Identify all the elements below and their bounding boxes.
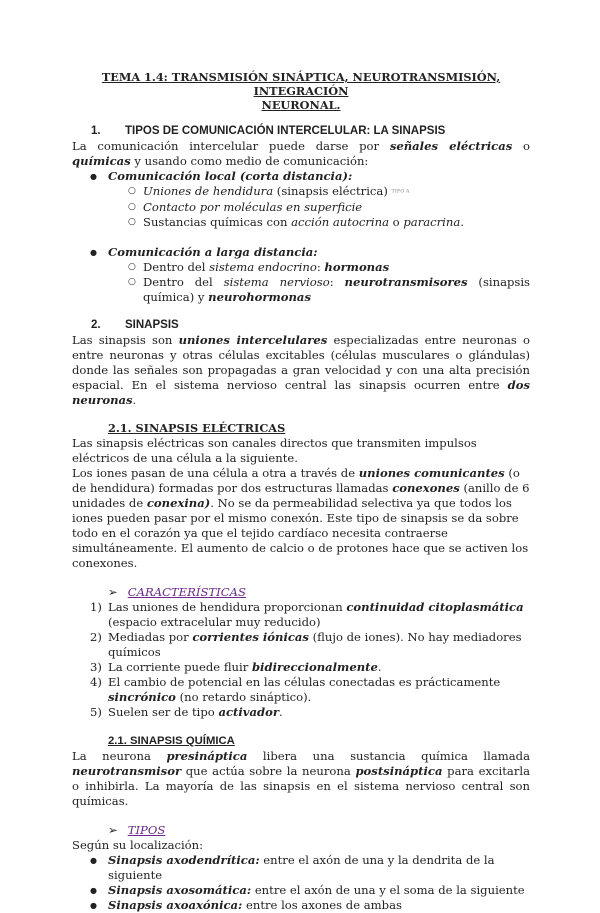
arrow-bullet-icon: ➢ [108,584,118,599]
section-2-2-heading: 2.1. SINAPSIS QUÍMICA [108,734,235,747]
electrical-synapse-paragraph: Los iones pasan de una célula a otra a través de uniones comunicantes (o de hendidura) formadas por dos estructuras llamadas conexones (anillo de 6 unidades de conexina). No se da permeabilidad selectiva ya que todos los iones pueden pasar por el mismo conexón. Este tipo de sinapsis se da sobre todo en el corazón ya que el tejido cardíaco necesita contraerse simultáneamente. El aumento de calcio o de protones hace que se activen los conexones. [72,465,530,570]
list-item: ○ Dentro del sistema endocrino: hormonas [72,260,530,275]
list-item: ● Sinapsis axodendrítica: entre el axón de una y la dendrita de la siguiente [72,853,530,883]
list-item: ● Sinapsis axosomática: entre el axón de una y el soma de la siguiente [72,883,530,898]
list-item: ● Comunicación local (corta distancia): ○ Uniones de hendidura (sinapsis eléctrica) TIPO A ○ Contacto por moléculas en superficie ○ Sustancias químicas con acción autocrina o paracrina. [72,169,530,230]
section-1-heading: 1. TIPOS DE COMUNICACIÓN INTERCELULAR: LA SINAPSIS [91,125,446,137]
characteristics-list [72,600,530,720]
section-1-intro: La comunicación intercelular puede darse por señales eléctricas o químicas y usando como medio de comunicación: [72,139,530,168]
section-2-heading: 2. SINAPSIS [91,318,179,331]
list-item: ● Comunicación a larga distancia: ○ Dentro del sistema endocrino: hormonas ○ Dentro del sistema nervioso: neurotransmisores (sinapsis química) y neurohormonas [72,245,530,305]
list-item: 4) El cambio de potencial en las células conectadas es prácticamente sincrónico (no retardo sináptico). [90,674,501,704]
list-item: ○ Sustancias químicas con acción autocrina o paracrina. [72,215,530,230]
list-item: ○ Contacto por moléculas en superficie [72,200,530,215]
section-2-paragraph: Las sinapsis son uniones intercelulares especializadas entre neuronas o entre neuronas y otras células excitables (células musculares o glándulas) donde las señales son propagadas a gran velocidad y con una alta precisión espacial. En el sistema nervioso central las sinapsis ocurren entre dos neuronas. [72,332,530,407]
section-2-1-heading: 2.1. SINAPSIS ELÉCTRICAS [108,420,286,435]
electrical-synapse-intro: Las sinapsis eléctricas son canales directos que transmiten impulsos eléctricos de una célula a la siguiente. [72,435,477,465]
arrow-bullet-icon: ➢ [108,822,118,837]
list-item: ○ Dentro del sistema nervioso: neurotransmisores (sinapsis química) y neurohormonas [72,275,530,305]
list-item: ○ Uniones de hendidura (sinapsis eléctrica) TIPO A [72,184,530,200]
document-page [72,70,530,913]
types-heading: ➢ TIPOS [108,822,166,837]
list-item: 2) Mediadas por corrientes iónicas (flujo de iones). No hay mediadores químicos [90,629,522,659]
list-item: 5) Suelen ser de tipo activador. [90,704,283,719]
chemical-synapse-paragraph: La neurona presináptica libera una sustancia química llamada neurotransmisor que actúa sobre la neurona postsináptica para excitarla o inhibirla. La mayoría de las sinapsis en el sistema nervioso central son químicas. [72,748,530,808]
by-location-label: Según su localización: [72,837,204,852]
characteristics-heading: ➢ CARACTERÍSTICAS [108,584,246,599]
distance-communication-list [72,245,530,305]
local-communication-list [72,169,530,230]
list-item: ● Sinapsis axoaxónica: entre los axones de ambas [72,898,530,913]
margin-note: TIPO A [391,188,410,195]
list-item: 3) La corriente puede fluir bidireccionalmente. [90,659,382,674]
synapse-types-list [72,853,530,913]
page-title: TEMA 1.4: TRANSMISIÓN SINÁPTICA, NEUROTRANSMISIÓN, INTEGRACIÓN NEURONAL. [101,70,501,112]
list-item: 1) Las uniones de hendidura proporcionan continuidad citoplasmática (espacio extracelular muy reducido) [90,599,524,629]
